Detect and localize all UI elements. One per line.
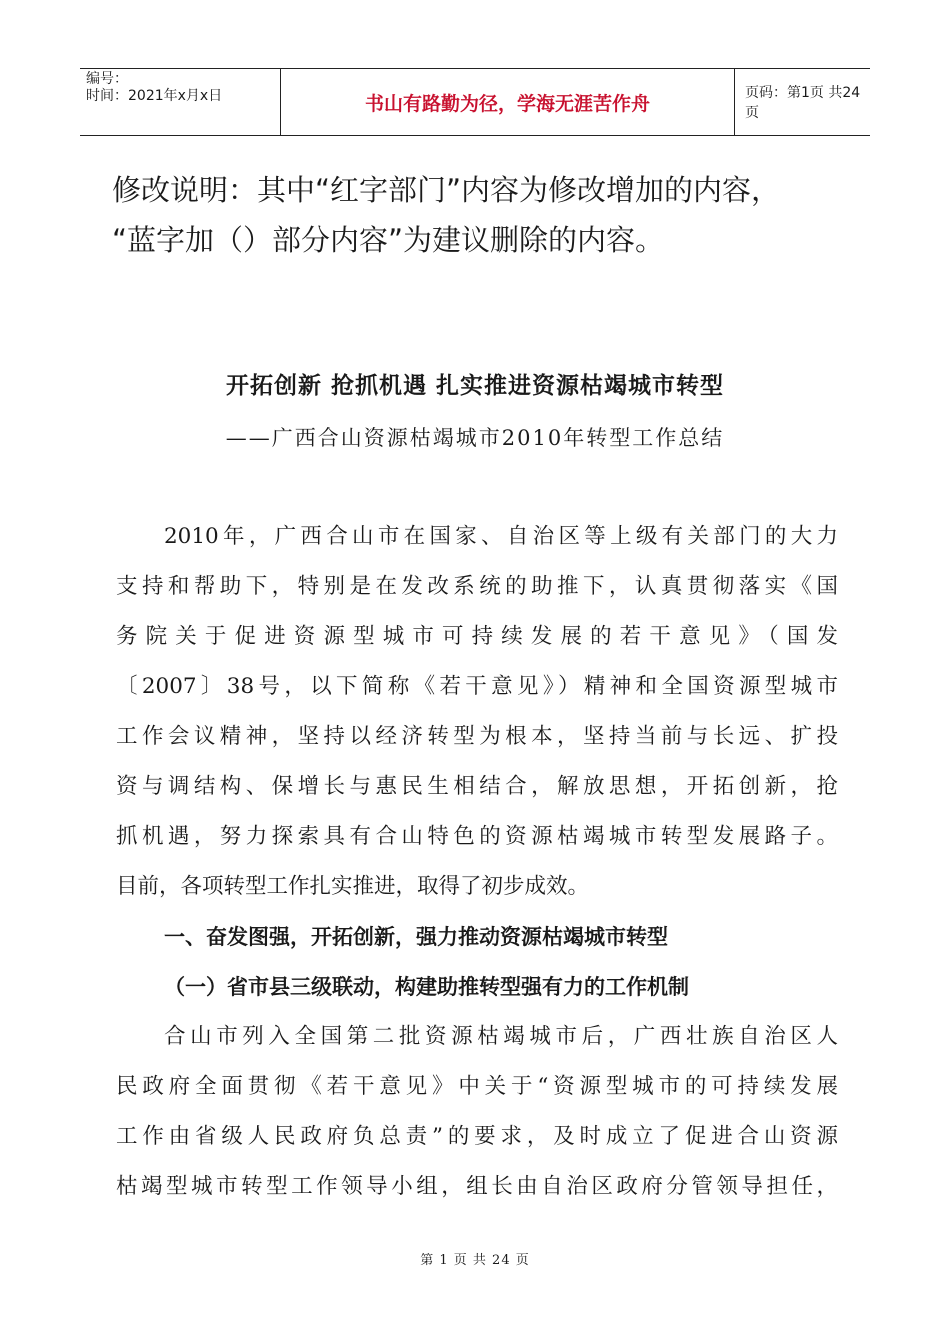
- revision-note: [112, 165, 842, 265]
- header-time-label: 时间：2021年x月x日: [86, 88, 223, 104]
- body-line: 工作由省级人民政府负总责”的要求，及时成立了促进合山资源: [116, 1124, 838, 1149]
- body-line: 合山市列入全国第二批资源枯竭城市后，广西壮族自治区人: [164, 1024, 838, 1049]
- body-line: 枯竭型城市转型工作领导小组，组长由自治区政府分管领导担任，: [116, 1174, 838, 1199]
- intro-line: 务院关于促进资源型城市可持续发展的若干意见》（国发: [116, 624, 838, 649]
- revision-note-line-1: 修改说明：其中“红字部门”内容为修改增加的内容，: [112, 173, 781, 207]
- intro-line: 2010年，广西合山市在国家、自治区等上级有关部门的大力: [164, 524, 838, 549]
- page-header: [80, 68, 870, 136]
- intro-line: 目前，各项转型工作扎实推进，取得了初步成效。: [116, 874, 590, 899]
- intro-line: 抓机遇，努力探索具有合山特色的资源枯竭城市转型发展路子。: [116, 824, 838, 849]
- header-meta: [80, 69, 280, 135]
- intro-line: 工作会议精神，坚持以经济转型为根本，坚持当前与长远、扩投: [116, 724, 838, 749]
- header-motto: 书山有路勤为径，学海无涯苦作舟: [280, 69, 735, 135]
- intro-line: 〔2007〕38号，以下简称《若干意见》）精神和全国资源型城市: [116, 674, 838, 699]
- section-heading-1: 一、奋发图强，开拓创新，强力推动资源枯竭城市转型: [164, 925, 668, 949]
- intro-line: 支持和帮助下，特别是在发改系统的助推下，认真贯彻落实《国: [116, 574, 838, 599]
- revision-note-line-2: “蓝字加（）部分内容”为建议删除的内容。: [112, 223, 665, 257]
- page-footer: 第 1 页 共 24 页: [420, 1253, 530, 1268]
- document-title: 开拓创新 抢抓机遇 扎实推进资源枯竭城市转型: [225, 373, 724, 399]
- intro-line: 资与调结构、保增长与惠民生相结合，解放思想，开拓创新，抢: [116, 774, 838, 799]
- header-page-info: 页码：第1页 共24页: [745, 85, 861, 121]
- section-heading-2: （一）省市县三级联动，构建助推转型强有力的工作机制: [164, 975, 689, 999]
- document-subtitle: ——广西合山资源枯竭城市2010年转型工作总结: [225, 426, 725, 450]
- body-line: 民政府全面贯彻《若干意见》中关于“资源型城市的可持续发展: [116, 1074, 838, 1099]
- header-number-label: 编号：: [86, 71, 128, 87]
